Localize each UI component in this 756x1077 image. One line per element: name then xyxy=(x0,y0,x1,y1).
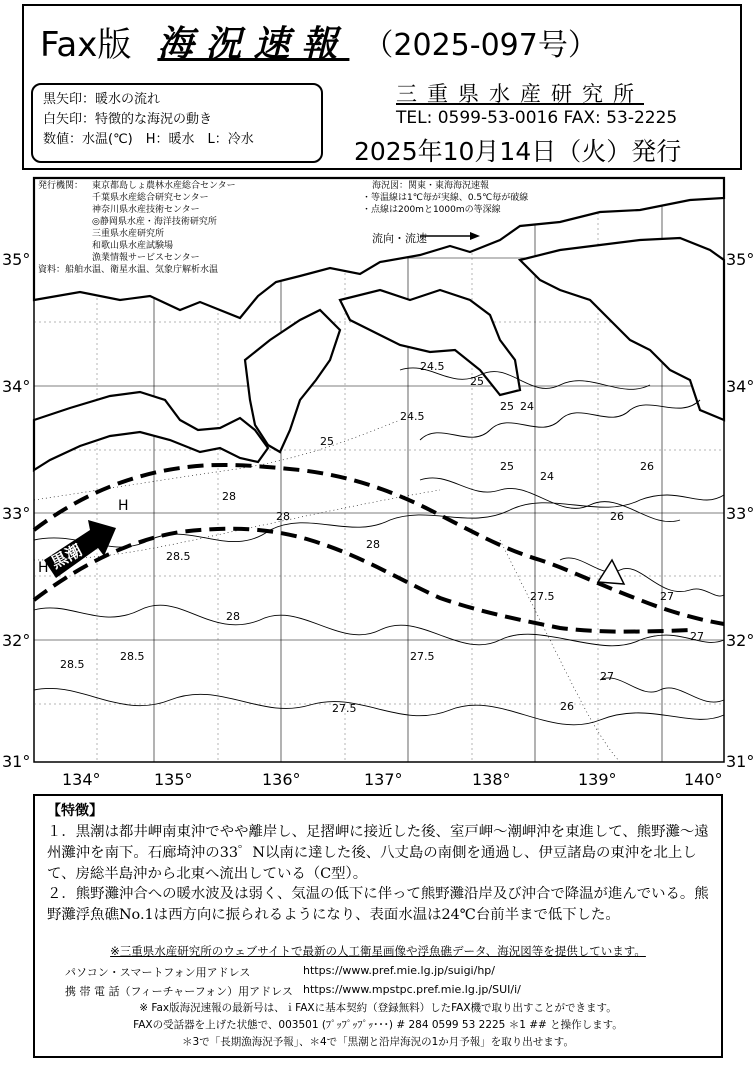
lat-34-left: 34° xyxy=(2,377,31,396)
temperature-label: 28 xyxy=(226,610,240,623)
depth-note: ・点線は200mと1000mの等深線 xyxy=(362,205,501,215)
temperature-label: 27.5 xyxy=(530,590,555,603)
fax-howto: FAXの受話器を上げた状態で、003501 (ﾌﾟｯﾌﾟｯﾌﾟｯ･･･) # 284 0599 53 2225 ＊1 ## と操作します。 xyxy=(133,1019,623,1031)
agency-2: 千葉県水産総合研究センター xyxy=(92,193,209,203)
features-heading: 【特徴】 xyxy=(47,803,103,819)
agency-4: ◎静岡県水産・海洋技術研究所 xyxy=(92,217,217,227)
legend-values: 数値：水温(℃) H：暖水 L：冷水 xyxy=(43,132,254,147)
mobile-address-link[interactable]: https://www.mpstpc.pref.mie.lg.jp/SUI/i/ xyxy=(303,983,521,996)
issue-number: （2025-097号） xyxy=(363,27,598,63)
data-source: 資料：船舶水温、衛星水温、気象庁解析水温 xyxy=(38,265,219,275)
kuroshio-label: 黒潮 xyxy=(47,540,86,573)
temperature-label: 26 xyxy=(640,460,654,473)
pc-address-link[interactable]: https://www.pref.mie.lg.jp/suigi/hp/ xyxy=(303,964,495,977)
lat-32-right: 32° xyxy=(726,631,755,650)
title-fax-prefix: Fax版 xyxy=(40,25,132,65)
fax-note: ※ Fax版海況速報の最新号は、ｉFAXに基本契約（登録無料）したFAX機で取り出すことができます。 xyxy=(139,1002,617,1014)
warm-marker-h: H xyxy=(38,560,49,576)
temperature-label: 27.5 xyxy=(332,702,357,715)
lat-33-right: 33° xyxy=(726,504,755,523)
lat-35-left: 35° xyxy=(2,250,31,269)
temperature-label: 28 xyxy=(222,490,236,503)
features-box xyxy=(33,794,723,1058)
fax-extra: ＊3で「長期漁海況予報」、＊4で「黒潮と沿岸海況の1か月予報」を取り出せます。 xyxy=(182,1036,574,1048)
chart-name: 海況図：関東・東海海況速報 xyxy=(372,181,490,191)
pc-address-row xyxy=(65,964,495,980)
lon-140: 140° xyxy=(684,770,723,789)
temperature-label: 25 xyxy=(500,400,514,413)
temperature-label: 27.5 xyxy=(410,650,435,663)
lat-32-left: 32° xyxy=(2,631,31,650)
pc-address-label: パソコン・スマートフォン用アドレス xyxy=(65,966,251,979)
kanto-coast xyxy=(520,238,724,420)
legend-white-arrow: 白矢印：特徴的な海況の動き xyxy=(43,112,213,127)
feature-item-2: ２．熊野灘沖合への暖水波及は弱く、気温の低下に伴って熊野灘沿岸及び沖合で降温が進んでいる。熊野灘浮魚礁No.1は西方向に振られるようになり、表面水温は24℃台前半まで低下した。 xyxy=(47,886,709,923)
website-note: ※三重県水産研究所のウェブサイトで最新の人工衛星画像や浮魚礁データ、海況図等を提供しています。 xyxy=(110,944,646,958)
lon-136: 136° xyxy=(262,770,301,789)
temperature-label: 28.5 xyxy=(60,658,85,671)
temperature-label: 24 xyxy=(540,470,554,483)
lon-138: 138° xyxy=(472,770,511,789)
lon-134: 134° xyxy=(62,770,101,789)
agency-6: 和歌山県水産試験場 xyxy=(92,241,174,251)
kii-peninsula xyxy=(245,310,340,452)
shikoku xyxy=(34,392,268,470)
lat-31-left: 31° xyxy=(2,752,31,771)
temperature-label: 26 xyxy=(560,700,574,713)
lat-35-right: 35° xyxy=(726,250,755,269)
agency-7: 漁業情報サービスセンター xyxy=(92,253,200,263)
lon-139: 139° xyxy=(578,770,617,789)
lat-33-left: 33° xyxy=(2,504,31,523)
title-main: 海況速報 xyxy=(157,23,350,65)
temperature-label: 28.5 xyxy=(166,550,191,563)
mobile-address-label: 携 帯 電 話（フィーチャーフォン）用アドレス xyxy=(65,985,293,998)
flow-key-label: 流向・流速 xyxy=(372,232,427,245)
mobile-address-row xyxy=(65,983,521,999)
white-arrow-marker xyxy=(598,560,624,584)
warm-marker-h2: H xyxy=(118,498,129,514)
temperature-label: 28 xyxy=(276,510,290,523)
page-title xyxy=(40,16,598,67)
agencies-block xyxy=(38,180,236,276)
lat-31-right: 31° xyxy=(726,752,755,771)
temperature-label: 24.5 xyxy=(420,360,445,373)
lon-137: 137° xyxy=(364,770,403,789)
lon-135: 135° xyxy=(154,770,193,789)
issue-date: 2025年10月14日（火）発行 xyxy=(354,137,682,166)
temperature-label: 24.5 xyxy=(400,410,425,423)
agency-3: 神奈川県水産技術センター xyxy=(92,205,200,215)
lat-34-right: 34° xyxy=(726,377,755,396)
feature-item-1: １．黒潮は都井岬南東沖でやや離岸し、足摺岬に接近した後、室戸岬～潮岬沖を東進して、熊野灘～遠州灘沖を南下。石廊埼沖の33゜N以南に達した後、八丈島の南側を通過し、伊豆諸島の東沖を北上して、房総半島沖から北東へ流出している（C型）。 xyxy=(47,824,709,882)
contact-numbers: TEL: 0599-53-0016 FAX: 53-2225 xyxy=(396,108,678,128)
temperature-label: 27 xyxy=(690,630,704,643)
agency-5: 三重県水産研究所 xyxy=(92,229,165,239)
temperature-label: 25 xyxy=(470,375,484,388)
temperature-label: 24 xyxy=(520,400,534,413)
temperature-label: 28.5 xyxy=(120,650,145,663)
legend-box xyxy=(31,83,323,163)
ise-enshu-coast xyxy=(340,290,520,395)
organization-name: 三重県水産研究所 xyxy=(396,82,644,106)
agencies-label: 発行機関： xyxy=(38,181,84,191)
temperature-label: 27 xyxy=(600,670,614,683)
temperature-label: 27 xyxy=(660,590,674,603)
isotherm-note: ・等温線は1℃毎が実線、0.5℃毎が破線 xyxy=(362,193,529,203)
temperature-label: 26 xyxy=(610,510,624,523)
agency-1: 東京都島しょ農林水産総合センター xyxy=(92,181,236,191)
temperature-label: 25 xyxy=(320,435,334,448)
legend-black-arrow: 黒矢印：暖水の流れ xyxy=(43,92,161,107)
temperature-label: 25 xyxy=(500,460,514,473)
chart-notes xyxy=(362,180,528,216)
temperature-label: 28 xyxy=(366,538,380,551)
